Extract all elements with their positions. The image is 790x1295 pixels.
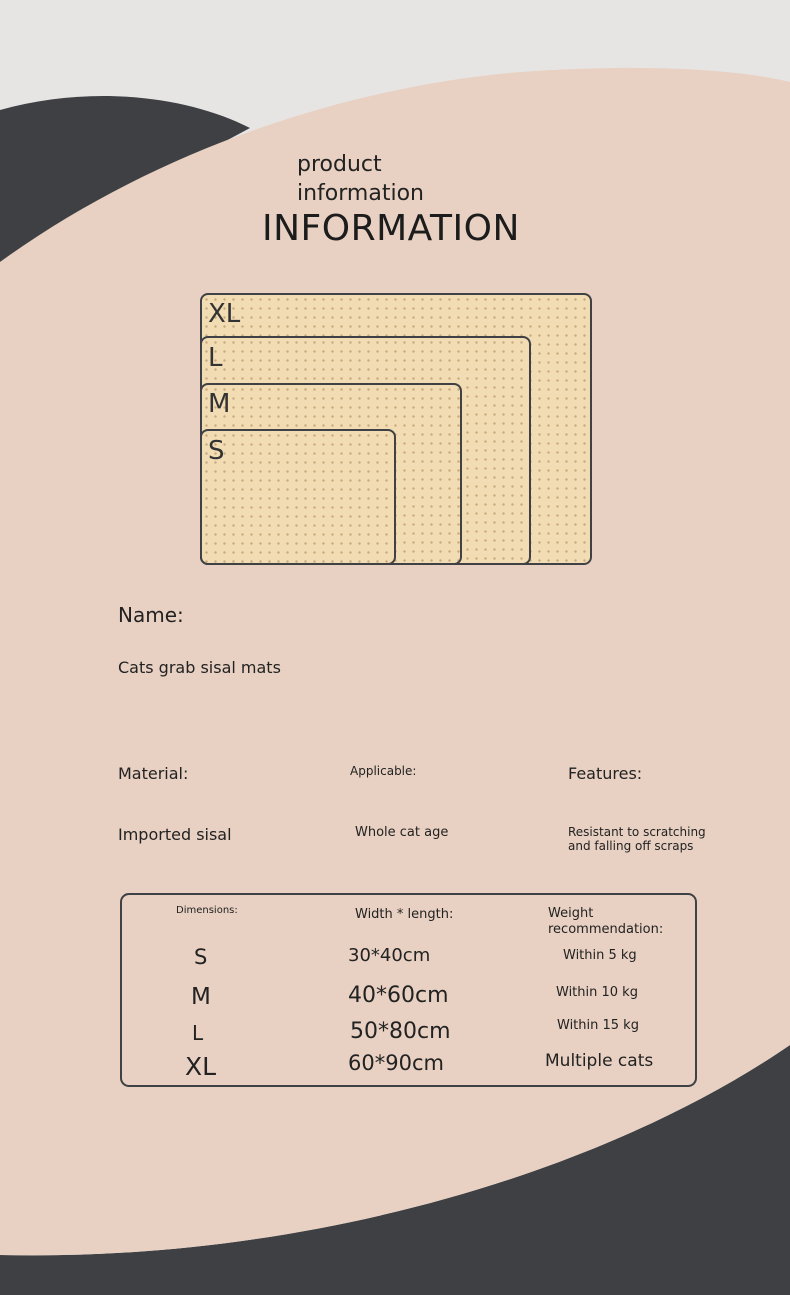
row-xl-size: XL [185, 1052, 217, 1081]
applicable-value: Whole cat age [355, 825, 449, 840]
header-weight [548, 906, 663, 938]
row-m-weight: Within 10 kg [556, 985, 638, 1000]
row-xl-dims: 60*90cm [348, 1051, 444, 1075]
mat-s [200, 429, 396, 565]
dimensions-table [120, 893, 697, 1087]
material-value: Imported sisal [118, 825, 232, 844]
row-l-dims: 50*80cm [350, 1019, 451, 1044]
header-dimensions: Dimensions: [176, 905, 238, 916]
mat-label-m: M [208, 389, 231, 419]
header-weight-line1: Weight [548, 906, 594, 921]
applicable-label: Applicable: [350, 764, 417, 778]
row-s-dims: 30*40cm [348, 945, 431, 966]
row-l-weight: Within 15 kg [557, 1018, 639, 1033]
features-value-line2: and falling off scraps [568, 839, 694, 853]
name-value: Cats grab sisal mats [118, 658, 281, 677]
page-title: INFORMATION [262, 208, 520, 249]
row-l-size: L [192, 1021, 204, 1045]
name-label: Name: [118, 603, 184, 627]
mat-label-xl: XL [208, 299, 241, 329]
features-value [568, 825, 706, 853]
header-width-length: Width * length: [355, 907, 454, 922]
subtitle-line2: information [297, 181, 424, 206]
row-xl-weight: Multiple cats [545, 1051, 654, 1071]
row-m-dims: 40*60cm [348, 983, 449, 1008]
subtitle-line1: product [297, 152, 382, 177]
mat-label-s: S [208, 436, 225, 466]
features-label: Features: [568, 764, 643, 783]
row-s-size: S [194, 945, 208, 969]
header-weight-line2: recommendation: [548, 922, 664, 937]
material-label: Material: [118, 764, 189, 783]
features-value-line1: Resistant to scratching [568, 825, 706, 839]
row-m-size: M [191, 984, 211, 1010]
row-s-weight: Within 5 kg [563, 948, 637, 963]
mat-label-l: L [208, 343, 223, 373]
